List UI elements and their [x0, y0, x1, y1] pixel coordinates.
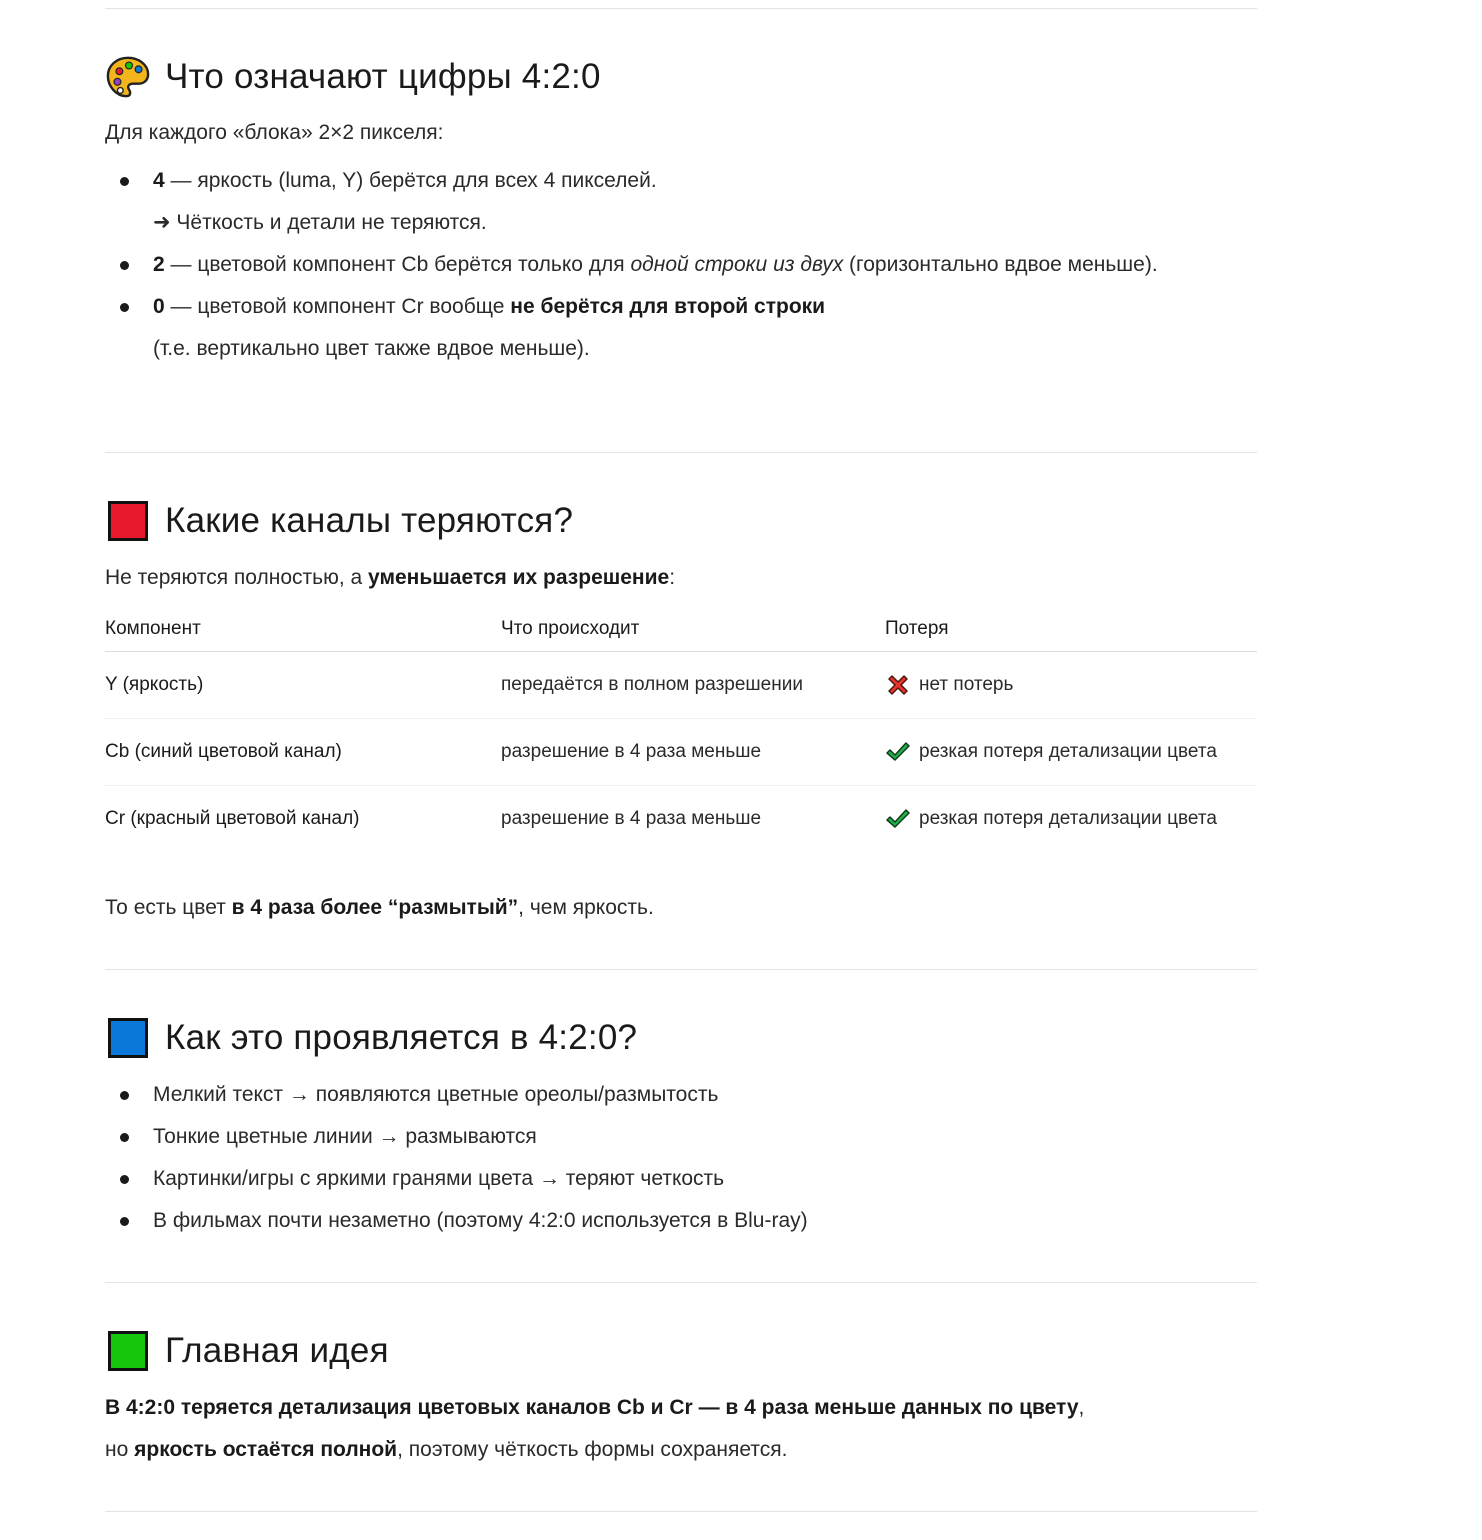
manifestation-list	[105, 1074, 1243, 1242]
column-header: Что происходит	[501, 606, 885, 652]
check-mark-icon	[885, 806, 911, 832]
item-strong: не берётся для второй строки	[510, 295, 826, 318]
list-item	[105, 1074, 1243, 1116]
list-item	[105, 286, 1243, 370]
divider	[105, 969, 1257, 970]
section-heading-main-idea	[105, 1328, 389, 1374]
section-heading-manifestation	[105, 1015, 637, 1061]
table-header-row	[105, 606, 1257, 652]
effect-cell: разрешение в 4 раза меньше	[501, 808, 762, 829]
channels-table	[105, 606, 1257, 852]
idea-text: ,	[1078, 1396, 1085, 1419]
item-text: — цветовой компонент Cr вообще	[164, 295, 511, 318]
component-cell: Y (яркость)	[105, 652, 501, 719]
divider	[105, 1511, 1257, 1512]
item-emphasis: одной строки из двух	[630, 253, 844, 276]
section-intro	[105, 557, 675, 599]
idea-strong: яркость остаётся полной	[134, 1438, 398, 1461]
intro-strong: уменьшается их разрешение	[368, 566, 670, 589]
list-item	[105, 1200, 1243, 1242]
loss-cell	[885, 786, 1257, 853]
main-idea-text	[105, 1387, 1084, 1471]
item-text: — яркость (luma, Y) берётся для всех 4 пикселей.	[164, 169, 657, 192]
list-item	[105, 1158, 1243, 1200]
intro-text: Не теряются полностью, а	[105, 566, 369, 589]
bullet-dot	[120, 1175, 129, 1184]
component-cell: Cb (синий цветовой канал)	[105, 719, 501, 786]
section-title: Как это проявляется в 4:2:0?	[165, 1018, 638, 1057]
section-outro	[105, 887, 654, 929]
idea-text: но	[105, 1438, 135, 1461]
effect-cell: разрешение в 4 раза меньше	[501, 719, 885, 786]
loss-cell	[885, 719, 1257, 786]
item-note: ➜ Чёткость и детали не теряются.	[153, 211, 487, 234]
section-title: Что означают цифры 4:2:0	[165, 57, 601, 96]
intro-text: :	[669, 566, 676, 589]
section-intro	[105, 112, 443, 154]
loss-cell	[885, 652, 1257, 719]
outro-text: , чем яркость.	[518, 896, 654, 919]
section-heading-digits	[105, 54, 601, 100]
red-square-icon	[108, 501, 148, 541]
check-mark-icon	[885, 739, 911, 765]
section-title: Какие каналы теряются?	[165, 501, 574, 540]
item-text: Тонкие цветные линии → размываются	[153, 1125, 537, 1148]
effect-cell: передаётся в полном разрешении	[501, 652, 885, 719]
outro-strong: в 4 раза более “размытый”	[231, 896, 519, 919]
digit-label: 4	[153, 169, 165, 192]
loss-text: резкая потеря детализации цвета	[919, 741, 1217, 762]
outro-text: То есть цвет	[105, 896, 232, 919]
section-title: Главная идея	[165, 1331, 389, 1370]
bullet-dot	[120, 177, 129, 186]
intro-text: Для каждого «блока» 2×2 пикселя:	[105, 121, 444, 144]
bullet-dot	[120, 303, 129, 312]
loss-text: резкая потеря детализации цвета	[919, 808, 1217, 829]
item-text: В фильмах почти незаметно (поэтому 4:2:0 используется в Blu-ray)	[153, 1209, 808, 1232]
item-note: (т.е. вертикально цвет также вдвое меньше).	[153, 337, 590, 360]
item-text: — цветовой компонент Cb берётся только для	[164, 253, 631, 276]
item-text: Картинки/игры с яркими гранями цвета → теряют четкость	[153, 1167, 725, 1190]
bullet-dot	[120, 261, 129, 270]
list-item	[105, 160, 1243, 244]
digit-label: 0	[153, 295, 165, 318]
cross-mark-icon	[885, 672, 911, 698]
list-item	[105, 244, 1243, 286]
section-heading-channels	[105, 498, 573, 544]
green-square-icon	[108, 1331, 148, 1371]
column-header: Компонент	[105, 606, 501, 652]
divider	[105, 1282, 1257, 1283]
bullet-dot	[120, 1217, 129, 1226]
digit-label: 2	[153, 253, 165, 276]
table-row	[105, 719, 1257, 786]
table-row	[105, 786, 1257, 853]
idea-text: , поэтому чёткость формы сохраняется.	[397, 1438, 788, 1461]
blue-square-icon	[108, 1018, 148, 1058]
table-row	[105, 652, 1257, 719]
divider	[105, 8, 1257, 9]
bullet-dot	[120, 1091, 129, 1100]
item-text: (горизонтально вдвое меньше).	[843, 253, 1158, 276]
palette-icon	[105, 54, 151, 100]
divider	[105, 452, 1257, 453]
component-cell: Cr (красный цветовой канал)	[105, 808, 360, 829]
idea-strong: В 4:2:0 теряется детализация цветовых каналов Cb и Cr — в 4 раза меньше данных по цвету	[105, 1396, 1079, 1419]
digits-list	[105, 160, 1243, 370]
bullet-dot	[120, 1133, 129, 1142]
column-header: Потеря	[885, 606, 1257, 652]
item-text: Мелкий текст → появляются цветные ореолы/размытость	[153, 1083, 719, 1106]
loss-text: нет потерь	[919, 674, 1014, 695]
list-item	[105, 1116, 1243, 1158]
